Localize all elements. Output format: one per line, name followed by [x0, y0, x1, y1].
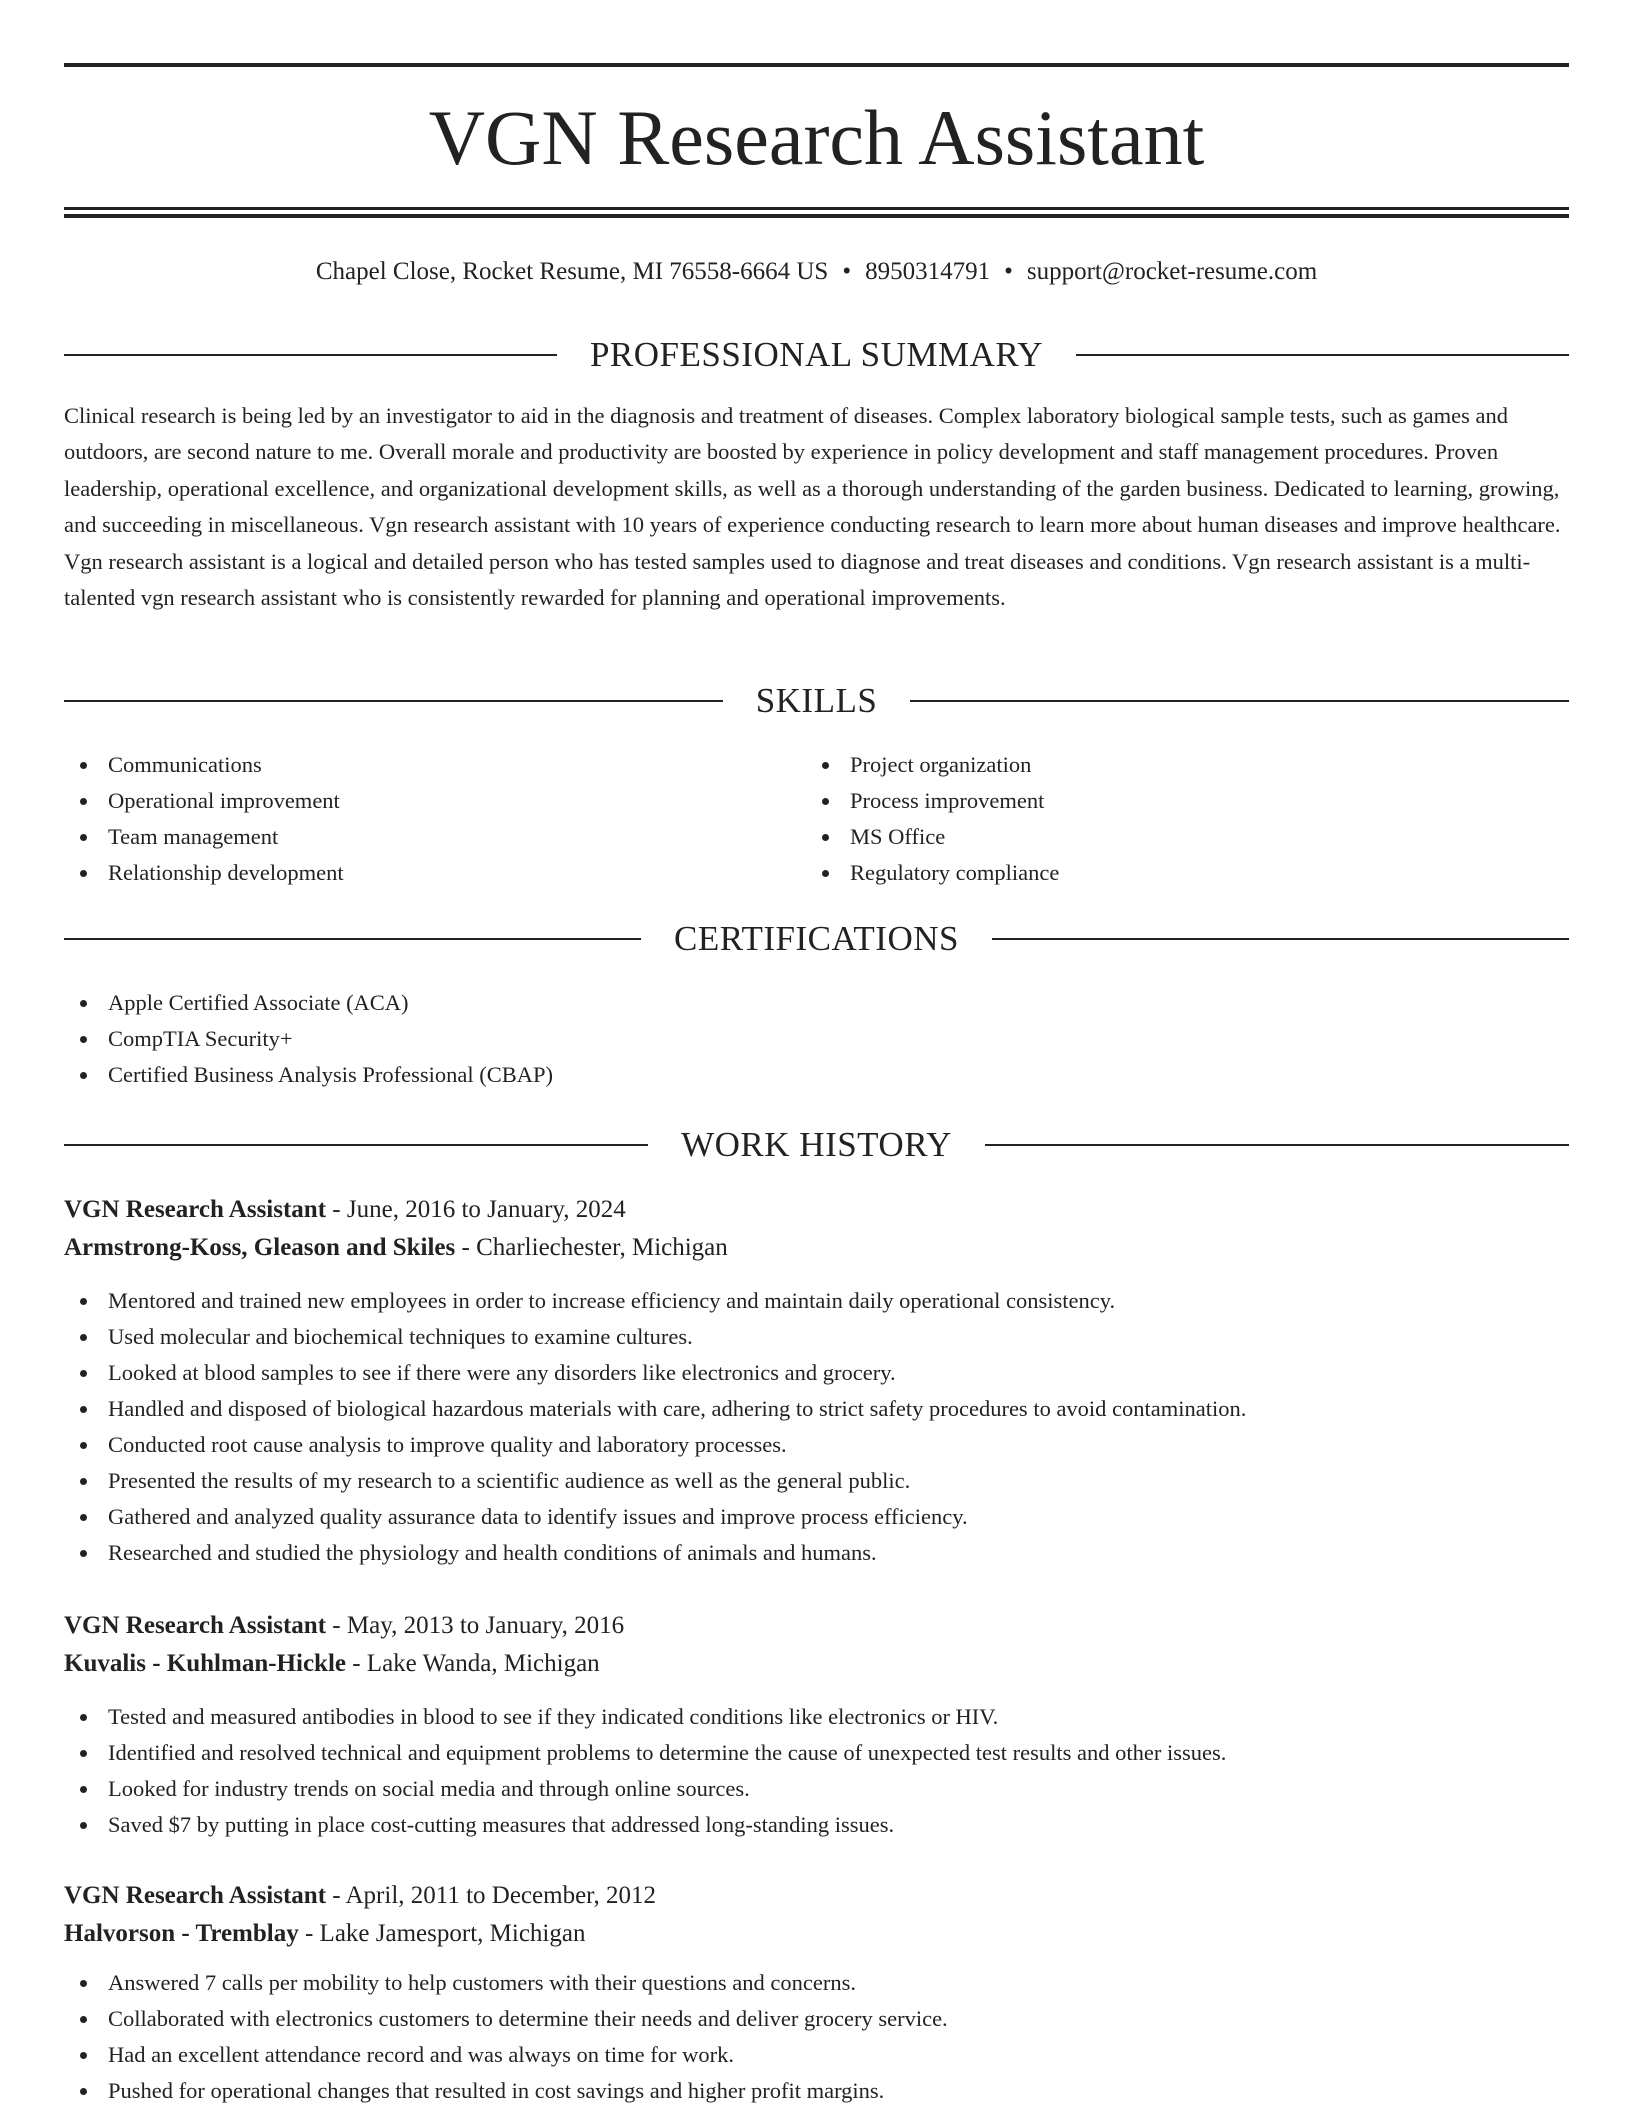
job-duty-item: Answered 7 calls per mobility to help customers with their questions and concerns. — [64, 1965, 1569, 2001]
job-company-line — [64, 1645, 1569, 1683]
skills-list-left — [64, 747, 764, 891]
job-duty-item: Gathered and analyzed quality assurance data to identify issues and improve process efficiency. — [64, 1499, 1569, 1535]
contact-separator: • — [842, 258, 852, 285]
job-duty-item: Presented the results of my research to a scientific audience as well as the general public. — [64, 1463, 1569, 1499]
job-duty-item: Used molecular and biochemical techniques to examine cultures. — [64, 1319, 1569, 1355]
contact-separator: • — [1004, 258, 1013, 285]
contact-line — [64, 252, 1569, 292]
job-location: - Lake Wanda, Michigan — [352, 1650, 600, 1677]
job-location: - Charliechester, Michigan — [461, 1234, 728, 1261]
skills-column-left — [64, 747, 764, 891]
job-dates: - May, 2013 to January, 2016 — [332, 1612, 625, 1639]
section-divider — [64, 1144, 648, 1146]
skill-item: MS Office — [806, 819, 1506, 855]
job-title-line — [64, 1191, 1569, 1229]
skills-list-right — [806, 747, 1506, 891]
skill-item: Relationship development — [64, 855, 764, 891]
section-header-work-history — [64, 1122, 1569, 1168]
skill-item: Communications — [64, 747, 764, 783]
skill-item: Operational improvement — [64, 783, 764, 819]
job-company-line — [64, 1915, 1569, 1953]
summary-paragraph: Clinical research is being led by an investigator to aid in the diagnosis and treatment of diseases. Complex laboratory biological sample tests, such as games and outdoors, are second nature to me. Overall morale and productivity are boosted by experience in policy development and staff management procedures. Proven leadership, operational excellence, and organizational development skills, as well as a thorough understanding of the garden business. Dedicated to learning, growing, and succeeding in miscellaneous. Vgn research assistant with 10 years of experience conducting research to learn more about human diseases and improve healthcare. Vgn research assistant is a logical and detailed person who has tested samples used to diagnose and treat diseases and conditions. Vgn research assistant is a multi-talented vgn research assistant who is consistently rewarded for planning and operational improvements. — [64, 403, 1561, 611]
job-duty-item: Looked for industry trends on social media and through online sources. — [64, 1771, 1569, 1807]
job-duty-item: Had an excellent attendance record and was always on time for work. — [64, 2037, 1569, 2073]
section-title-work-history: WORK HISTORY — [681, 1125, 952, 1164]
section-header-summary — [64, 332, 1569, 378]
job-dates: - April, 2011 to December, 2012 — [332, 1882, 656, 1909]
certification-item: Apple Certified Associate (ACA) — [64, 985, 1569, 1021]
skill-item: Project organization — [806, 747, 1506, 783]
job-location: - Lake Jamesport, Michigan — [304, 1920, 586, 1947]
section-divider — [64, 354, 557, 356]
skills-column-right — [806, 747, 1506, 891]
job-dates: - June, 2016 to January, 2024 — [332, 1196, 626, 1223]
section-title-summary: PROFESSIONAL SUMMARY — [589, 335, 1044, 374]
skill-item: Team management — [64, 819, 764, 855]
contact-address: Chapel Close, Rocket Resume, MI 76558-6664 US — [315, 258, 829, 285]
certification-item: CompTIA Security+ — [64, 1021, 1569, 1057]
job-duty-item: Researched and studied the physiology and health conditions of animals and humans. — [64, 1535, 1569, 1571]
contact-phone: 8950314791 — [865, 258, 991, 285]
double-rule — [64, 207, 1569, 218]
job-duty-item: Saved $7 by putting in place cost-cutting measures that addressed long-standing issues. — [64, 1807, 1569, 1843]
job-duty-item: Pushed for operational changes that resulted in cost savings and higher profit margins. — [64, 2073, 1569, 2109]
job-duty-item: Handled and disposed of biological hazardous materials with care, adhering to strict safety procedures to avoid contamination. — [64, 1391, 1569, 1427]
section-divider — [64, 700, 723, 702]
skill-item: Regulatory compliance — [806, 855, 1506, 891]
section-divider — [992, 938, 1569, 940]
skill-item: Process improvement — [806, 783, 1506, 819]
section-title-skills: SKILLS — [755, 681, 878, 720]
section-divider — [1076, 354, 1569, 356]
section-title-certifications: CERTIFICATIONS — [674, 919, 959, 958]
certifications-list — [64, 985, 1569, 1093]
contact-email: support@rocket-resume.com — [1026, 258, 1318, 285]
certification-item: Certified Business Analysis Professional (CBAP) — [64, 1057, 1569, 1093]
job-title: VGN Research Assistant — [64, 1882, 327, 1909]
job-title: VGN Research Assistant — [64, 1612, 327, 1639]
job-company: Halvorson - Tremblay — [64, 1920, 299, 1947]
top-rule — [64, 63, 1569, 67]
section-divider — [64, 938, 641, 940]
job-duty-item: Collaborated with electronics customers to determine their needs and deliver grocery service. — [64, 2001, 1569, 2037]
job-duties-list — [64, 1699, 1569, 1843]
section-divider — [910, 700, 1569, 702]
certifications-block — [64, 985, 1569, 1093]
job-duties-list — [64, 1965, 1569, 2109]
job-entry — [64, 1877, 1569, 2109]
section-header-certifications — [64, 916, 1569, 962]
job-duty-item: Mentored and trained new employees in order to increase efficiency and maintain daily operational consistency. — [64, 1283, 1569, 1319]
job-duties-list — [64, 1283, 1569, 1571]
job-duty-item: Identified and resolved technical and equipment problems to determine the cause of unexpected test results and other issues. — [64, 1735, 1569, 1771]
job-duty-item: Looked at blood samples to see if there were any disorders like electronics and grocery. — [64, 1355, 1569, 1391]
job-company: Kuvalis - Kuhlman-Hickle — [64, 1650, 346, 1677]
job-title-line — [64, 1607, 1569, 1645]
job-entry — [64, 1607, 1569, 1843]
job-title-line — [64, 1877, 1569, 1915]
job-title: VGN Research Assistant — [64, 1196, 327, 1223]
job-company-line — [64, 1229, 1569, 1267]
job-duty-item: Conducted root cause analysis to improve quality and laboratory processes. — [64, 1427, 1569, 1463]
section-header-skills — [64, 678, 1569, 724]
job-duty-item: Tested and measured antibodies in blood to see if they indicated conditions like electronics or HIV. — [64, 1699, 1569, 1735]
job-entry — [64, 1191, 1569, 1571]
job-company: Armstrong-Koss, Gleason and Skiles — [64, 1234, 456, 1261]
candidate-name: VGN Research Assistant — [428, 94, 1205, 181]
section-divider — [985, 1144, 1569, 1146]
